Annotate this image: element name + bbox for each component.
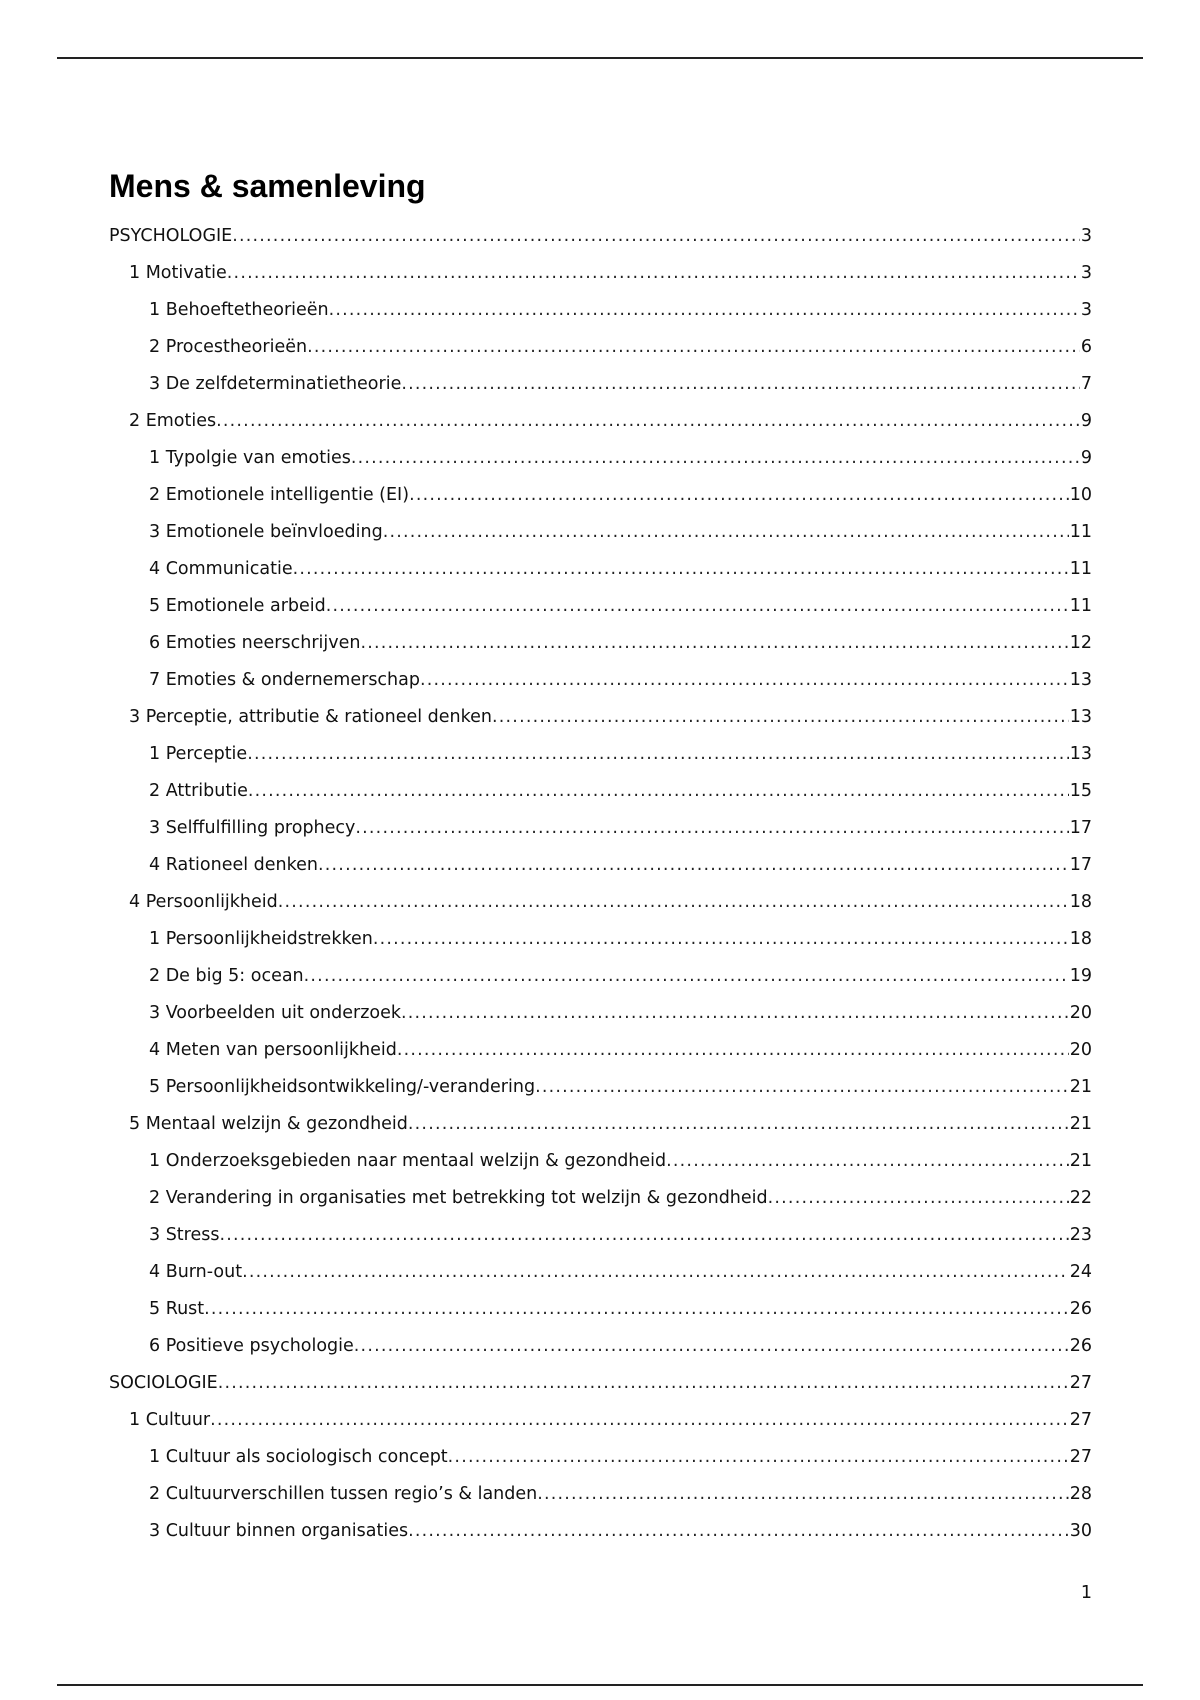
toc-entry-page: 23	[1069, 1225, 1092, 1245]
toc-entry-label: 3 Perceptie, attributie & rationeel denken	[129, 707, 493, 727]
toc-dot-leader	[360, 625, 1068, 662]
toc-dot-leader	[492, 699, 1069, 736]
toc-dot-leader	[535, 1069, 1069, 1106]
toc-entry-page: 13	[1069, 744, 1092, 764]
toc-entry[interactable]	[109, 1106, 1092, 1143]
toc-entry-label: 4 Persoonlijkheid	[129, 892, 278, 912]
toc-entry-label: 1 Cultuur als sociologisch concept	[149, 1447, 448, 1467]
toc-dot-leader	[219, 1217, 1068, 1254]
toc-entry[interactable]	[109, 1439, 1092, 1476]
toc-dot-leader	[248, 773, 1069, 810]
toc-entry-page: 15	[1069, 781, 1092, 801]
toc-entry-label: PSYCHOLOGIE	[109, 226, 233, 246]
toc-dot-leader	[218, 1365, 1069, 1402]
toc-dot-leader	[408, 1106, 1069, 1143]
toc-entry-page: 20	[1069, 1040, 1092, 1060]
toc-dot-leader	[768, 1180, 1069, 1217]
toc-entry[interactable]	[109, 921, 1092, 958]
toc-dot-leader	[304, 958, 1069, 995]
toc-dot-leader	[401, 995, 1069, 1032]
toc-entry-page: 27	[1069, 1410, 1092, 1430]
toc-entry[interactable]	[109, 1032, 1092, 1069]
toc-entry[interactable]	[109, 1291, 1092, 1328]
toc-entry-label: 5 Emotionele arbeid	[149, 596, 326, 616]
toc-entry-label: 1 Onderzoeksgebieden naar mentaal welzijn & gezondheid	[149, 1151, 667, 1171]
toc-entry-page: 21	[1069, 1151, 1092, 1171]
toc-dot-leader	[326, 588, 1069, 625]
toc-entry-page: 11	[1069, 522, 1092, 542]
toc-dot-leader	[204, 1291, 1069, 1328]
toc-entry-page: 22	[1069, 1188, 1092, 1208]
toc-entry-page: 17	[1069, 818, 1092, 838]
toc-entry-page: 30	[1069, 1521, 1092, 1541]
toc-entry-label: 5 Mentaal welzijn & gezondheid	[129, 1114, 408, 1134]
toc-entry[interactable]	[109, 773, 1092, 810]
toc-entry-page: 18	[1069, 929, 1092, 949]
toc-entry-page: 17	[1069, 855, 1092, 875]
toc-entry-label: 1 Typolgie van emoties	[149, 448, 351, 468]
toc-entry[interactable]	[109, 1217, 1092, 1254]
toc-entry-label: 4 Burn-out	[149, 1262, 243, 1282]
toc-dot-leader	[537, 1476, 1068, 1513]
toc-entry[interactable]	[109, 1513, 1092, 1550]
toc-entry[interactable]	[109, 218, 1092, 255]
toc-entry-page: 9	[1080, 411, 1092, 431]
toc-entry[interactable]	[109, 662, 1092, 699]
header-rule	[57, 57, 1143, 59]
footer-rule	[57, 1684, 1143, 1686]
toc-entry-label: 4 Meten van persoonlijkheid	[149, 1040, 397, 1060]
toc-dot-leader	[232, 218, 1080, 255]
toc-dot-leader	[401, 366, 1080, 403]
toc-dot-leader	[247, 736, 1069, 773]
toc-entry[interactable]	[109, 1476, 1092, 1513]
toc-entry-page: 26	[1069, 1299, 1092, 1319]
toc-entry[interactable]	[109, 1143, 1092, 1180]
toc-entry-page: 6	[1080, 337, 1092, 357]
toc-entry-label: 4 Rationeel denken	[149, 855, 319, 875]
toc-dot-leader	[373, 921, 1069, 958]
toc-dot-leader	[227, 255, 1080, 292]
toc-dot-leader	[420, 662, 1069, 699]
toc-entry[interactable]	[109, 1254, 1092, 1291]
toc-entry-page: 27	[1069, 1447, 1092, 1467]
toc-entry[interactable]	[109, 477, 1092, 514]
toc-dot-leader	[293, 551, 1069, 588]
toc-entry-page: 24	[1069, 1262, 1092, 1282]
toc-entry-label: 2 Emoties	[129, 411, 217, 431]
toc-entry-page: 3	[1080, 263, 1092, 283]
toc-entry-page: 3	[1080, 226, 1092, 246]
toc-entry-label: 3 Cultuur binnen organisaties	[149, 1521, 409, 1541]
toc-dot-leader	[216, 403, 1080, 440]
toc-entry[interactable]	[109, 329, 1092, 366]
toc-dot-leader	[318, 847, 1069, 884]
toc-entry[interactable]	[109, 514, 1092, 551]
toc-entry-page: 21	[1069, 1114, 1092, 1134]
toc-entry[interactable]	[109, 366, 1092, 403]
toc-entry-page: 26	[1069, 1336, 1092, 1356]
toc-entry-label: 1 Behoeftetheorieën	[149, 300, 329, 320]
toc-entry-page: 18	[1069, 892, 1092, 912]
toc-entry-label: 5 Persoonlijkheidsontwikkeling/-verandering	[149, 1077, 536, 1097]
toc-entry-page: 19	[1069, 966, 1092, 986]
toc-entry-label: 2 Procestheorieën	[149, 337, 308, 357]
toc-entry-page: 3	[1080, 300, 1092, 320]
toc-entry[interactable]	[109, 884, 1092, 921]
toc-entry-page: 10	[1069, 485, 1092, 505]
toc-entry-page: 12	[1069, 633, 1092, 653]
toc-entry[interactable]	[109, 551, 1092, 588]
toc-dot-leader	[409, 477, 1069, 514]
toc-entry-label: 3 De zelfdeterminatietheorie	[149, 374, 402, 394]
toc-entry[interactable]	[109, 1365, 1092, 1402]
toc-dot-leader	[354, 1328, 1069, 1365]
toc-entry-label: 7 Emoties & ondernemerschap	[149, 670, 420, 690]
toc-entry-label: 1 Persoonlijkheidstrekken	[149, 929, 373, 949]
toc-entry[interactable]	[109, 403, 1092, 440]
toc-entry-label: 2 Verandering in organisaties met betrekking tot welzijn & gezondheid	[149, 1188, 768, 1208]
toc-entry-page: 11	[1069, 596, 1092, 616]
toc-entry-label: 1 Perceptie	[149, 744, 248, 764]
toc-entry[interactable]	[109, 255, 1092, 292]
toc-entry-page: 13	[1069, 707, 1092, 727]
toc-dot-leader	[210, 1402, 1069, 1439]
toc-entry-label: SOCIOLOGIE	[109, 1373, 218, 1393]
toc-entry[interactable]	[109, 958, 1092, 995]
toc-entry-page: 9	[1080, 448, 1092, 468]
toc-dot-leader	[383, 514, 1069, 551]
toc-entry-label: 2 Attributie	[149, 781, 248, 801]
toc-entry-label: 1 Cultuur	[129, 1410, 211, 1430]
toc-entry[interactable]	[109, 292, 1092, 329]
toc-entry[interactable]	[109, 995, 1092, 1032]
toc-entry-page: 28	[1069, 1484, 1092, 1504]
toc-entry-page: 13	[1069, 670, 1092, 690]
toc-dot-leader	[329, 292, 1080, 329]
toc-dot-leader	[351, 440, 1080, 477]
toc-entry-label: 4 Communicatie	[149, 559, 293, 579]
toc-entry-page: 7	[1080, 374, 1092, 394]
toc-entry[interactable]	[109, 625, 1092, 662]
toc-dot-leader	[408, 1513, 1069, 1550]
toc-entry-page: 20	[1069, 1003, 1092, 1023]
toc-entry-label: 3 Stress	[149, 1225, 220, 1245]
toc-dot-leader	[242, 1254, 1069, 1291]
toc-entry[interactable]	[109, 847, 1092, 884]
toc-entry[interactable]	[109, 1069, 1092, 1106]
toc-entry-label: 6 Positieve psychologie	[149, 1336, 354, 1356]
toc-dot-leader	[307, 329, 1080, 366]
toc-entry[interactable]	[109, 588, 1092, 625]
toc-dot-leader	[397, 1032, 1069, 1069]
toc-entry-label: 3 Selffulfilling prophecy	[149, 818, 356, 838]
toc-entry-page: 21	[1069, 1077, 1092, 1097]
toc-entry[interactable]	[109, 1180, 1092, 1217]
table-of-contents	[109, 218, 1092, 1550]
toc-entry[interactable]	[109, 1402, 1092, 1439]
page-number: 1	[1080, 1583, 1092, 1603]
toc-entry-page: 11	[1069, 559, 1092, 579]
toc-entry[interactable]	[109, 699, 1092, 736]
toc-entry-label: 2 Emotionele intelligentie (EI)	[149, 485, 410, 505]
toc-entry-label: 6 Emoties neerschrijven	[149, 633, 361, 653]
toc-entry-label: 3 Voorbeelden uit onderzoek	[149, 1003, 401, 1023]
toc-entry-label: 3 Emotionele beïnvloeding	[149, 522, 383, 542]
toc-entry-label: 5 Rust	[149, 1299, 205, 1319]
toc-entry[interactable]	[109, 736, 1092, 773]
toc-entry-label: 2 De big 5: ocean	[149, 966, 304, 986]
toc-dot-leader	[666, 1143, 1069, 1180]
toc-dot-leader	[278, 884, 1069, 921]
document-title: Mens & samenleving	[109, 168, 426, 204]
toc-entry-label: 1 Motivatie	[129, 263, 227, 283]
toc-dot-leader	[448, 1439, 1069, 1476]
toc-entry[interactable]	[109, 810, 1092, 847]
toc-entry-label: 2 Cultuurverschillen tussen regio’s & landen	[149, 1484, 538, 1504]
toc-entry[interactable]	[109, 440, 1092, 477]
toc-dot-leader	[355, 810, 1068, 847]
toc-entry-page: 27	[1069, 1373, 1092, 1393]
toc-entry[interactable]	[109, 1328, 1092, 1365]
